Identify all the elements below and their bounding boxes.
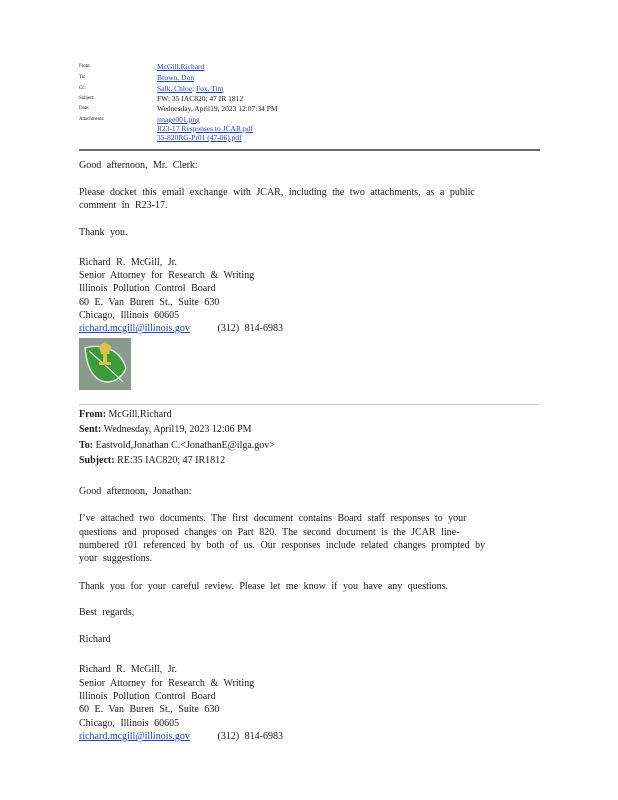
cc-label: Cc: [79,86,86,91]
subject-label: Subject: [79,96,95,101]
forwarded-subject [79,454,225,467]
body-line: your suggestions. [79,553,152,564]
body-line: questions and proposed changes on Part 820. The second document is the JCAR line- [79,527,460,538]
forwarded-sent-value: Wednesday, April19, 2023 12:06 PM [103,424,252,435]
body-line: Please docket this email exchange with JCAR, including the two attachments, as a public [79,187,475,198]
thanks-line: Thank you for your careful review. Please let me know if you have any questions. [79,581,449,592]
signature-org: Illinois Pollution Control Board [79,283,216,294]
forwarded-sent [79,423,252,436]
signature-street: 60 E. Van Buren St., Suite 630 [79,704,220,715]
body-line: comment in R23-17. [79,200,168,211]
greeting: Good afternoon, Mr. Clerk: [79,160,198,171]
thanks-line: Thank you. [79,227,128,238]
signature-name: Richard R. McGill, Jr. [79,257,177,268]
signature-org: Illinois Pollution Control Board [79,691,216,702]
body-line: numbered r01 referenced by both of us. Our responses include related changes prompted by [79,540,486,551]
cc-separator: ; [192,84,195,93]
forwarded-to-value: Eastvold,Jonathan C.<JonathanE@ilga.gov> [95,440,275,451]
subject-value: FW: 35 IAC820; 47 IR 1812 [157,94,244,103]
date-value: Wednesday, April19, 2023 12:07:34 PM [157,104,278,113]
date-label: Date: [79,106,90,111]
attachment-link[interactable]: 35-820RG-Pr01 (47-06).pdf [157,133,242,142]
forwarded-from-value: McGill,Richard [108,409,172,420]
leaf-logo-icon [79,338,131,390]
header-divider [79,149,540,151]
closing-line: Best regards, [79,607,135,618]
signature-contact [79,322,283,335]
to-label: To: [79,75,86,80]
cc-recipient[interactable]: Fox, Tim [195,84,224,93]
signature-name: Richard R. McGill, Jr. [79,664,177,675]
signature-title: Senior Attorney for Research & Writing [79,678,255,689]
from-label: From: [79,64,91,69]
signature-phone: (312) 814-6983 [217,323,283,334]
forwarded-sent-label: Sent: [79,424,102,435]
cc-recipient[interactable]: Salk, Chloe [157,84,192,93]
signature-email-link[interactable]: richard.mcgill@illinois.gov [79,323,190,334]
signature-contact [79,730,283,743]
sender-name: Richard [79,634,111,645]
signature-city: Chicago, Illinois 60605 [79,718,180,729]
signature-city: Chicago, Illinois 60605 [79,310,180,321]
greeting: Good afternoon, Jonathan: [79,486,192,497]
forwarded-from [79,408,172,421]
signature-phone: (312) 814-6983 [217,731,283,742]
forwarded-to-label: To: [79,440,94,451]
board-logo [79,338,131,390]
signature-street: 60 E. Van Buren St., Suite 630 [79,297,220,308]
attachment-link[interactable]: image001.png [157,115,200,124]
forwarded-from-label: From: [79,409,107,420]
to-value[interactable]: Brown, Don [157,73,195,82]
forwarded-subject-label: Subject: [79,455,115,466]
signature-title: Senior Attorney for Research & Writing [79,270,255,281]
forwarded-subject-value: RE:35 IAC820; 47 IR1812 [117,455,226,466]
attachments-label: Attachments: [79,117,105,122]
cc-value [157,84,224,93]
signature-email-link[interactable]: richard.mcgill@illinois.gov [79,731,190,742]
forward-divider [79,404,538,405]
attachment-link[interactable]: R23-17 Responses to JCAR.pdf [157,124,253,133]
body-line: I’ve attached two documents. The first document contains Board staff responses to your [79,513,467,524]
from-value[interactable]: McGill,Richard [157,62,205,71]
forwarded-to [79,439,275,452]
